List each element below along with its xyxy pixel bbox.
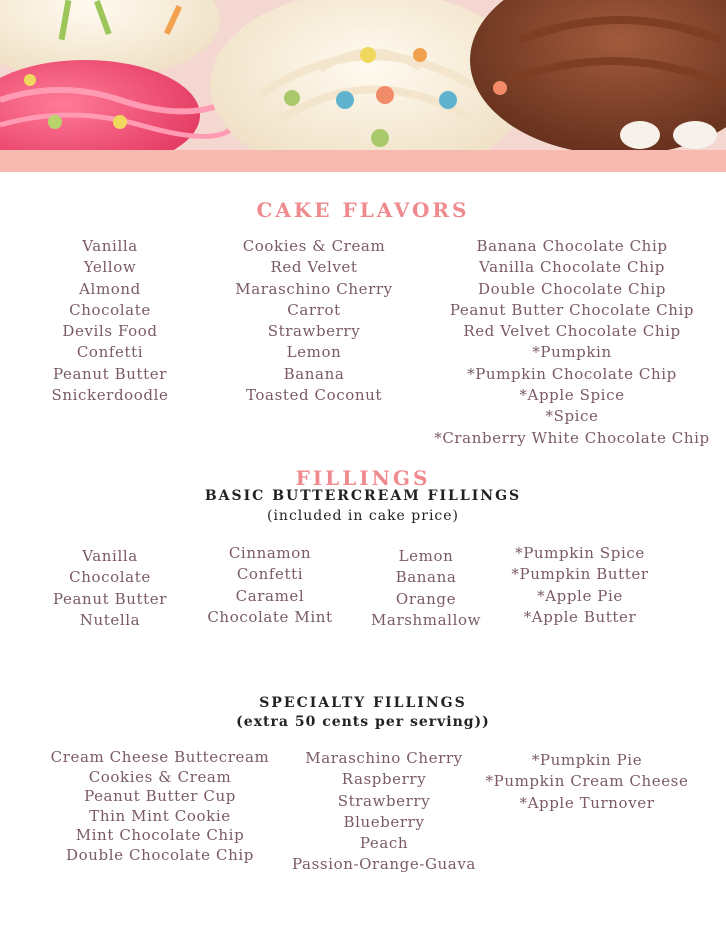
basic-fillings-note: (included in cake price): [266, 508, 460, 524]
specialty-fillings-heading: SPECIALTY FILLINGS: [259, 695, 467, 711]
list-item: *Apple Butter: [523, 607, 637, 626]
list-item: *Apple Spice: [519, 386, 625, 405]
list-item: Vanilla Chocolate Chip: [479, 258, 665, 277]
list-item: Passion-Orange-Guava: [292, 855, 476, 874]
list-item: *Pumpkin: [532, 343, 612, 362]
cake-flavors-heading: CAKE FLAVORS: [256, 198, 470, 222]
basic-fillings-heading: BASIC BUTTERCREAM FILLINGS: [204, 488, 522, 504]
specialty-fillings-column-3: [480, 750, 694, 814]
list-item: Thin Mint Cookie: [89, 806, 231, 825]
cake-flavors-column-2: [214, 236, 414, 406]
list-item: Marshmallow: [370, 610, 482, 629]
specialty-fillings-column-2: [278, 748, 490, 876]
list-item: Strawberry: [267, 322, 361, 341]
list-item: *Apple Pie: [537, 586, 623, 605]
list-item: *Pumpkin Chocolate Chip: [467, 364, 677, 383]
list-item: Confetti: [236, 565, 304, 584]
basic-fillings-column-4: [500, 543, 660, 628]
list-item: Vanilla: [82, 547, 138, 565]
list-item: Red Velvet Chocolate Chip: [463, 322, 681, 341]
header-band: [0, 150, 726, 172]
cake-flavors-column-1: [20, 236, 200, 406]
list-item: Banana: [283, 364, 345, 383]
list-item: Banana Chocolate Chip: [476, 237, 668, 255]
list-item: Cookies & Cream: [88, 767, 232, 786]
list-item: Double Chocolate Chip: [478, 279, 666, 298]
list-item: *Pumpkin Butter: [511, 565, 649, 584]
list-item: Yellow: [83, 258, 137, 277]
list-item: Chocolate: [69, 300, 151, 319]
basic-fillings-column-1: [30, 546, 190, 631]
list-item: Chocolate: [69, 568, 151, 587]
list-item: Snickerdoodle: [51, 386, 169, 405]
cupcake-illustration: [0, 0, 726, 150]
list-item: Lemon: [286, 343, 342, 362]
list-item: Banana: [395, 568, 457, 587]
cupcake-hero-image: [0, 0, 726, 150]
list-item: Maraschino Cherry: [235, 279, 393, 298]
list-item: *Apple Turnover: [519, 793, 655, 812]
list-item: *Pumpkin Pie: [531, 751, 643, 769]
cake-flavors-column-3: [420, 236, 724, 449]
list-item: Peanut Butter Chocolate Chip: [449, 300, 695, 319]
list-item: Cinnamon: [228, 544, 312, 562]
list-item: Toasted Coconut: [245, 386, 383, 405]
list-item: Strawberry: [337, 791, 431, 810]
list-item: Almond: [79, 279, 141, 298]
list-item: Peach: [359, 834, 409, 853]
list-item: Caramel: [235, 586, 305, 605]
list-item: *Pumpkin Cream Cheese: [485, 772, 689, 791]
list-item: Cookies & Cream: [242, 237, 386, 255]
list-item: Devils Food: [62, 322, 158, 341]
list-item: Blueberry: [343, 812, 425, 831]
list-item: *Pumpkin Spice: [515, 544, 645, 562]
basic-fillings-column-2: [195, 543, 345, 628]
list-item: Confetti: [76, 343, 144, 362]
list-item: Red Velvet: [270, 258, 358, 277]
list-item: Mint Chocolate Chip: [75, 826, 245, 845]
basic-fillings-column-3: [356, 546, 496, 631]
list-item: Double Chocolate Chip: [66, 845, 254, 864]
list-item: Vanilla: [82, 237, 138, 255]
specialty-fillings-note: (extra 50 cents per serving)): [236, 714, 490, 730]
list-item: Carrot: [287, 300, 341, 319]
list-item: Maraschino Cherry: [305, 749, 463, 767]
specialty-fillings-column-1: [50, 748, 270, 866]
list-item: Chocolate Mint: [207, 607, 333, 626]
list-item: *Spice: [545, 407, 599, 426]
list-item: Peanut Butter Cup: [84, 787, 236, 806]
list-item: Peanut Butter: [53, 589, 167, 608]
list-item: Raspberry: [341, 770, 427, 789]
list-item: Lemon: [398, 547, 454, 565]
list-item: Peanut Butter: [53, 364, 167, 383]
list-item: Cream Cheese Buttecream: [50, 748, 270, 766]
list-item: *Cranberry White Chocolate Chip: [434, 428, 710, 447]
list-item: Orange: [395, 589, 457, 608]
list-item: Nutella: [79, 610, 141, 629]
fillings-heading: FILLINGS: [295, 466, 431, 490]
